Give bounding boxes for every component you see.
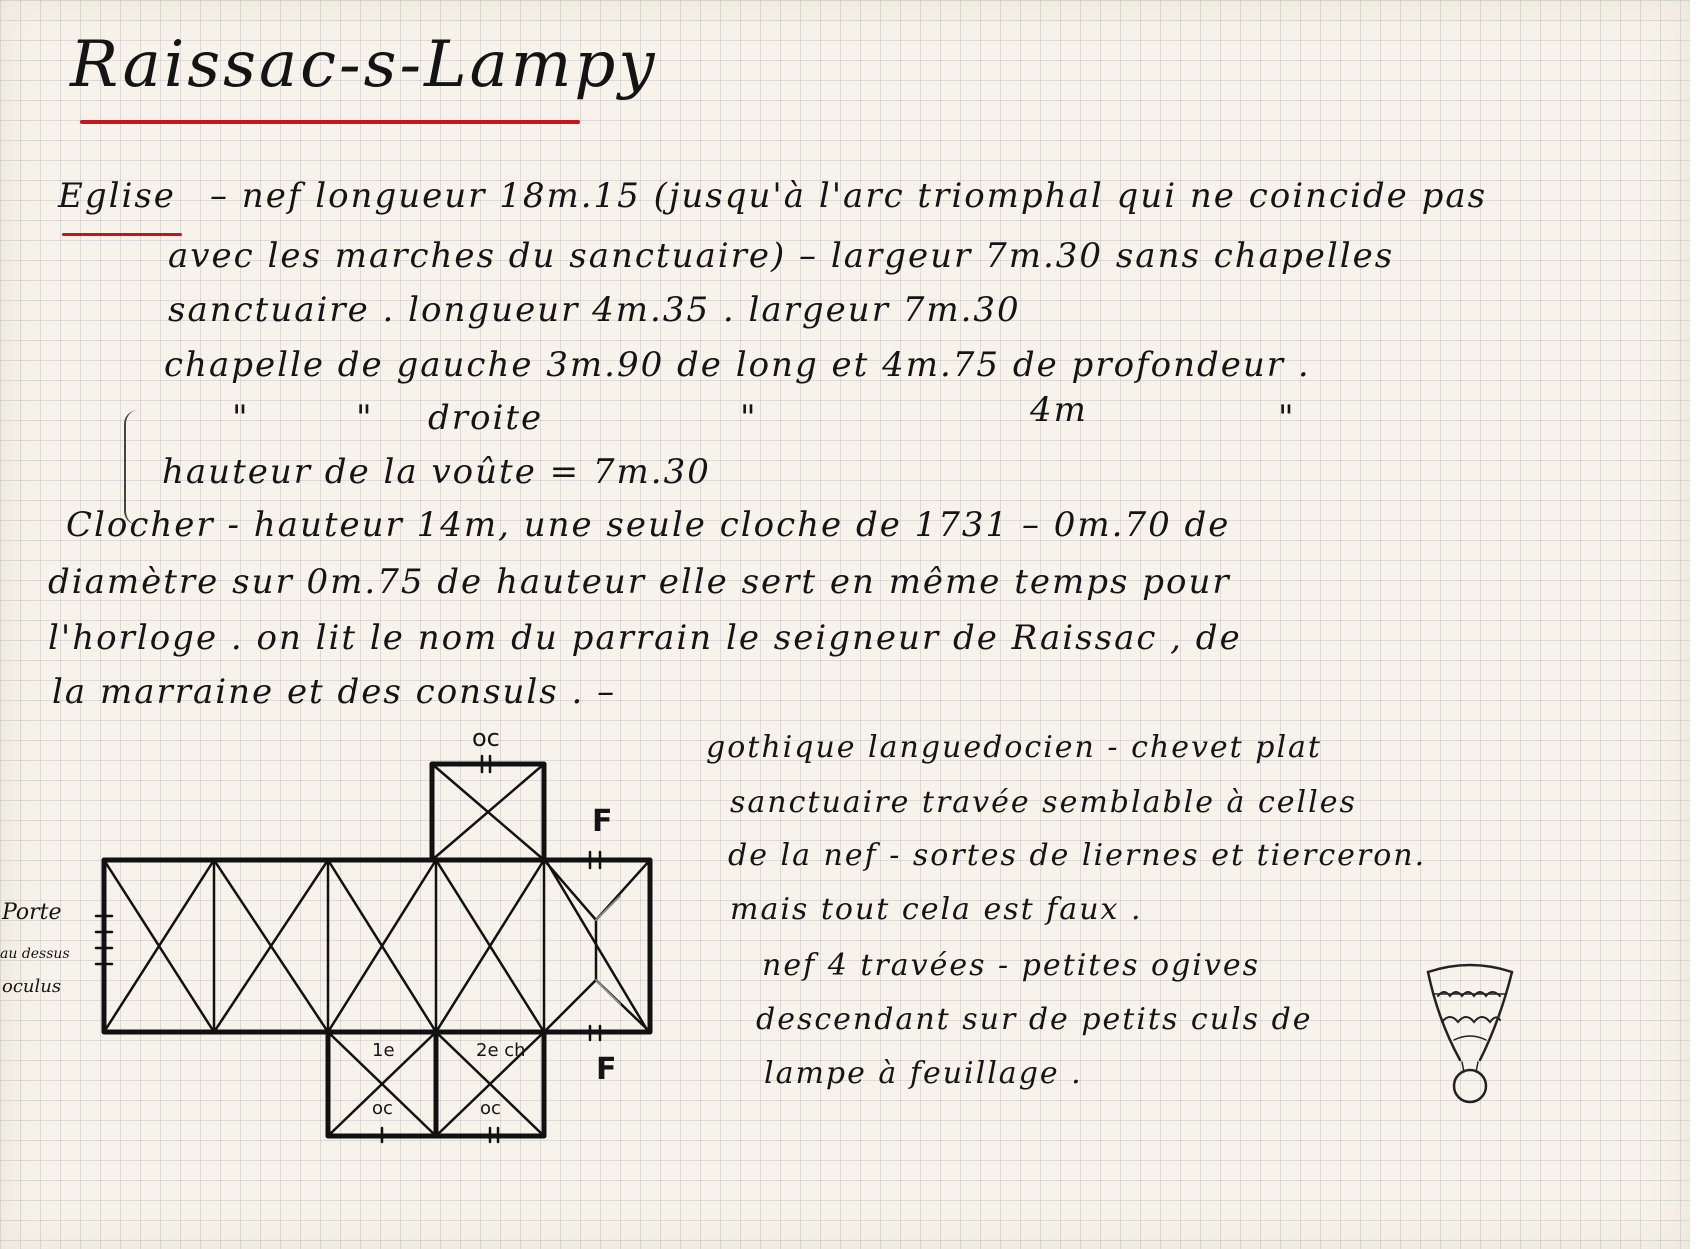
title-underline bbox=[80, 120, 580, 124]
note-line-1: gothique languedocien - chevet plat bbox=[706, 730, 1322, 765]
note-line-4: mais tout cela est faux . bbox=[730, 892, 1143, 927]
plan-label-f-top: F bbox=[592, 804, 613, 839]
text-line-10: la marraine et des consuls . – bbox=[52, 672, 617, 712]
plan-label-oculus-door: oculus bbox=[2, 976, 62, 997]
text-line-8: diamètre sur 0m.75 de hauteur elle sert en même temps pour bbox=[48, 562, 1231, 602]
text-line-7: Clocher - hauteur 14m, une seule cloche de 1731 – 0m.70 de bbox=[66, 505, 1231, 545]
plan-label-oculus-left: oc bbox=[372, 1098, 393, 1119]
ditto-mark-4: " bbox=[1278, 398, 1296, 438]
note-line-5: nef 4 travées - petites ogives bbox=[762, 948, 1260, 983]
church-floor-plan bbox=[0, 720, 700, 1180]
ditto-mark-1: " bbox=[232, 398, 250, 438]
text-4m: 4m bbox=[1030, 390, 1088, 430]
plan-label-oculus-right: oc bbox=[480, 1098, 501, 1119]
note-line-2: sanctuaire travée semblable à celles bbox=[730, 785, 1357, 820]
ditto-mark-3: " bbox=[740, 398, 758, 438]
plan-label-f-bottom: F bbox=[596, 1052, 617, 1087]
text-line-9: l'horloge . on lit le nom du parrain le seigneur de Raissac , de bbox=[48, 618, 1242, 658]
plan-label-top-oculus: oc bbox=[472, 724, 500, 752]
text-line-6: hauteur de la voûte = 7m.30 bbox=[162, 452, 711, 492]
text-line-3: sanctuaire . longueur 4m.35 . largeur 7m.30 bbox=[168, 290, 1021, 330]
note-line-3: de la nef - sortes de liernes et tierceron. bbox=[728, 838, 1427, 873]
text-droite: droite bbox=[428, 398, 544, 438]
text-line-2: avec les marches du sanctuaire) – largeur 7m.30 sans chapelles bbox=[168, 236, 1395, 276]
paper-edge bbox=[1690, 0, 1700, 1249]
ditto-mark-2: " bbox=[356, 398, 374, 438]
note-line-6: descendant sur de petits culs de bbox=[756, 1002, 1313, 1037]
page-title: Raissac-s-Lampy bbox=[70, 28, 658, 102]
plan-label-porte: Porte bbox=[2, 900, 62, 925]
eglise-label: Eglise bbox=[58, 176, 176, 216]
plan-label-chapel-1: 1e bbox=[372, 1040, 395, 1061]
eglise-underline bbox=[62, 233, 182, 236]
cul-de-lampe-sketch bbox=[1420, 960, 1520, 1110]
note-line-7: lampe à feuillage . bbox=[764, 1056, 1083, 1091]
text-line-4: chapelle de gauche 3m.90 de long et 4m.75 de profondeur . bbox=[164, 345, 1311, 385]
plan-label-chapel-2: 2e ch bbox=[476, 1040, 526, 1061]
text-line-1: – nef longueur 18m.15 (jusqu'à l'arc triomphal qui ne coincide pas bbox=[210, 176, 1488, 216]
plan-label-au-dessus: au dessus bbox=[0, 946, 70, 962]
